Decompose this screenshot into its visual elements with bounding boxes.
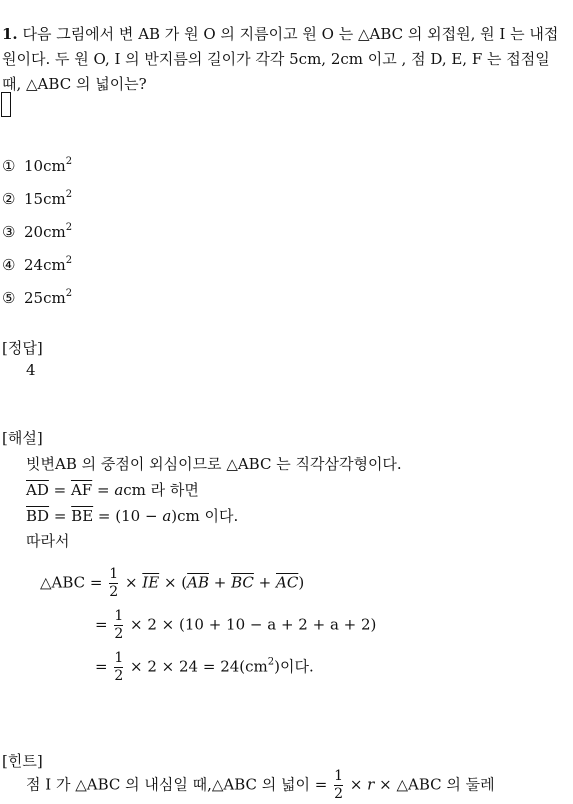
hint-text: 점 I 가 △ABC 의 내심일 때,△ABC 의 넓이 = $\frac{1}{2}$ × r × △ABC 의 둘레 [26, 768, 495, 802]
question-body: 다음 그림에서 변 AB 가 원 O 의 지름이고 원 O 는 △ABC 의 외접원, 원 I 는 내접원이다. 두 원 O, I 의 반지름의 길이가 각각 5cm, 2cm 이고 , 점 D, E, F 는 접점일 때, △ABC 의 넓이는? [2, 25, 559, 93]
question-text [2, 22, 568, 97]
equation-2: = $\frac{1}{2}$ × 2 × (10 + 10 − a + 2 + a + 2) [95, 608, 377, 642]
fraction: $\frac{1}{2}$ [114, 608, 124, 642]
explanation-line-3: $\overline{BD} = \overline{BE} = (10 - a)cm$ 이다. [26, 507, 239, 525]
equation-1: △ABC = $\frac{1}{2}$ × $\overline{IE} \times (\overline{AB} + \overline{BC} + \overline{AC})$ [40, 566, 305, 600]
figure-placeholder [1, 92, 11, 117]
choice-mark: ④ [2, 256, 16, 274]
choice-mark: ⑤ [2, 289, 16, 307]
choice-1[interactable]: ① $10cm^2$ [2, 156, 73, 175]
choice-mark: ① [2, 157, 16, 175]
choice-2[interactable]: ② $15cm^2$ [2, 189, 73, 208]
explanation-line-1: 빗변AB 의 중점이 외심이므로 △ABC 는 직각삼각형이다. [26, 455, 402, 473]
choice-mark: ③ [2, 223, 16, 241]
answer-value: 4 [26, 361, 36, 379]
hint-label: [힌트] [2, 752, 43, 770]
question-number: 1. [2, 25, 18, 43]
answer-label: [정답] [2, 339, 43, 357]
explanation-line-2: $\overline{AD} = \overline{AF}$ = acm 라 하면 [26, 481, 199, 499]
equation-3: = $\frac{1}{2}$ × $2 \times 24 = 24(cm^2)$이다. [95, 650, 314, 684]
choice-4[interactable]: ④ $24cm^2$ [2, 255, 73, 274]
choice-mark: ② [2, 190, 16, 208]
fraction: $\frac{1}{2}$ [109, 566, 119, 600]
choice-3[interactable]: ③ $20cm^2$ [2, 222, 73, 241]
fraction: $\frac{1}{2}$ [334, 768, 344, 802]
choice-5[interactable]: ⑤ $25cm^2$ [2, 288, 73, 307]
fraction: $\frac{1}{2}$ [114, 650, 124, 684]
explanation-label: [해설] [2, 429, 43, 447]
explanation-line-4: 따라서 [26, 532, 70, 550]
